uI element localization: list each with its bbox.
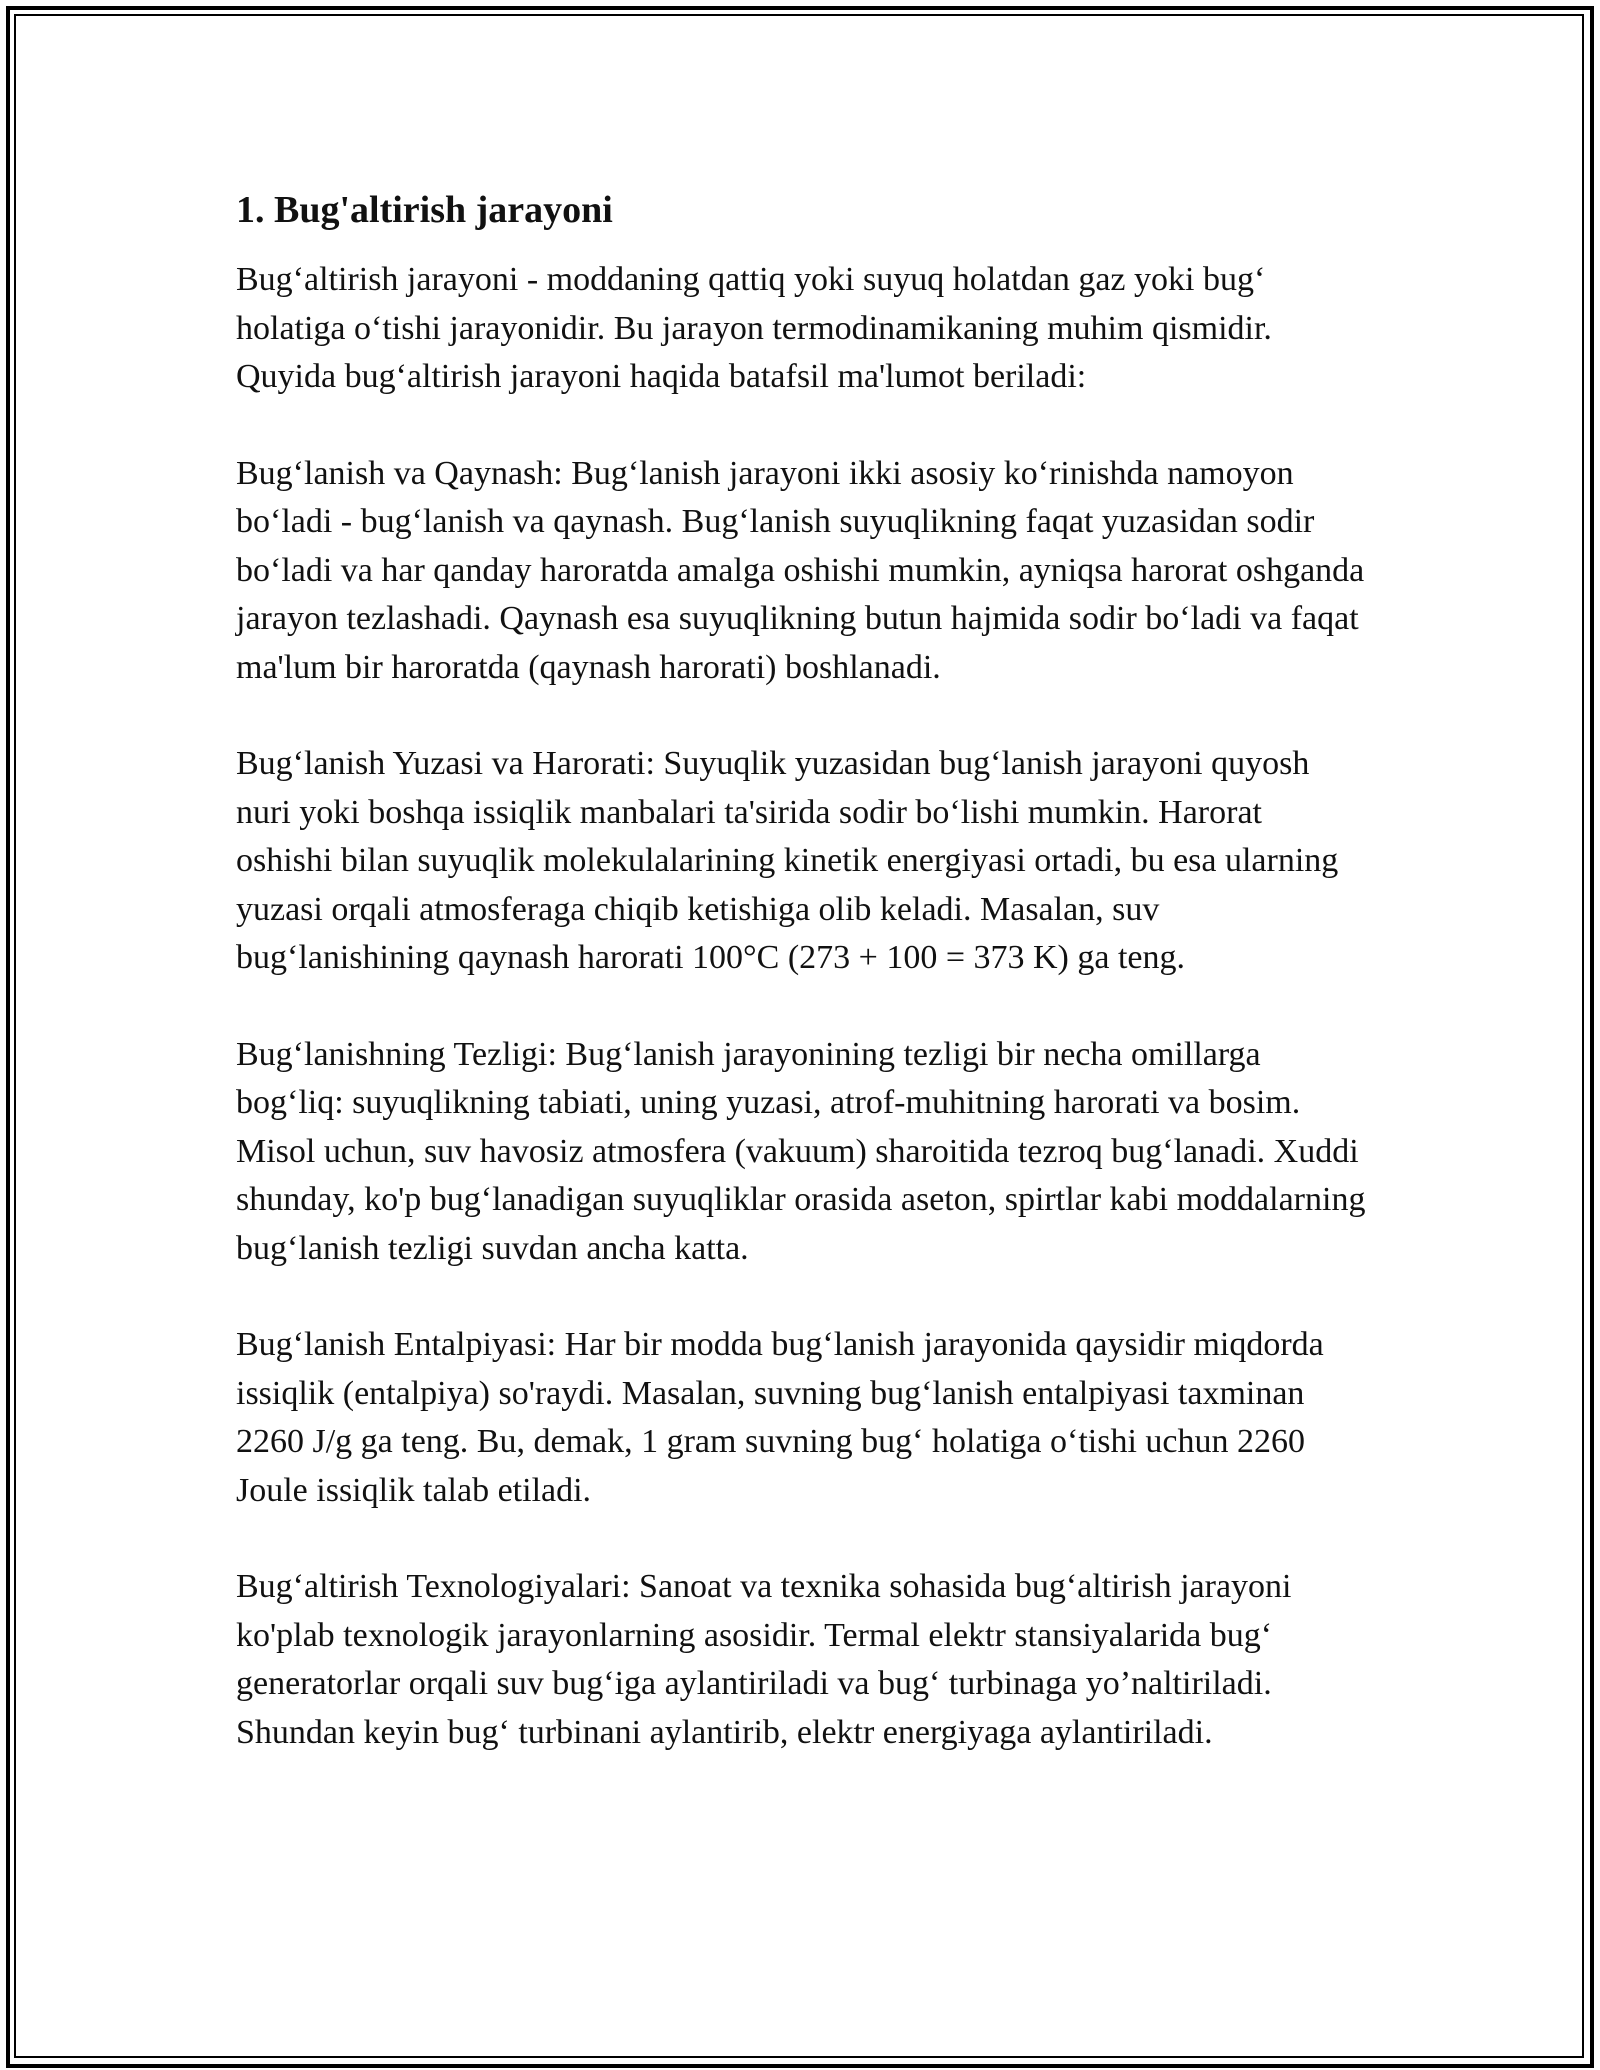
paragraph-evaporation-rate: Bug‘lanishning Tezligi: Bug‘lanish jarayonining tezligi bir necha omillarga bog‘liq: suyuqlikning tabiati, uning yuzasi, atrof-muhitning harorati va bosim. Misol uchun, suv havosiz atmosfera (vakuum) sharoitida tezroq bug‘lanadi. Xuddi shunday, ko'p bug‘lanadigan suyuqliklar orasida aseton, spirtlar kabi moddalarning bug‘lanish tezligi suvdan ancha katta. [236, 1035, 1366, 1267]
document-body [236, 186, 1366, 1757]
paragraph-evaporation-boiling: Bug‘lanish va Qaynash: Bug‘lanish jarayoni ikki asosiy ko‘rinishda namoyon bo‘ladi - bug‘lanish va qaynash. Bug‘lanish suyuqlikning faqat yuzasidan sodir bo‘ladi va har qanday haroratda amalga oshishi mumkin, ayniqsa harorat oshganda jarayon tezlashadi. Qaynash esa suyuqlikning butun hajmida sodir bo‘ladi va faqat ma'lum bir haroratda (qaynash harorati) boshlanadi. [236, 454, 1365, 686]
intro-paragraph: Bug‘altirish jarayoni - moddaning qattiq yoki suyuq holatdan gaz yoki bug‘ holatiga o‘tishi jarayonidir. Bu jarayon termodinamikaning muhim qismidir. Quyida bug‘altirish jarayoni haqida batafsil ma'lumot beriladi: [236, 261, 1272, 395]
section-heading: 1. Bug'altirish jarayoni [236, 189, 613, 231]
paragraph-enthalpy: Bug‘lanish Entalpiyasi: Har bir modda bug‘lanish jarayonida qaysidir miqdorda issiqlik (entalpiya) so'raydi. Masalan, suvning bug‘lanish entalpiyasi taxminan 2260 J/g ga teng. Bu, demak, 1 gram suvning bug‘ holatiga o‘tishi uchun 2260 Joule issiqlik talab etiladi. [236, 1326, 1324, 1509]
paragraph-technologies: Bug‘altirish Texnologiyalari: Sanoat va texnika sohasida bug‘altirish jarayoni ko'plab texnologik jarayonlarning asosidir. Termal elektr stansiyalarida bug‘ generatorlar orqali suv bug‘iga aylantiriladi va bug‘ turbinaga yo’naltiriladi. Shundan keyin bug‘ turbinani aylantirib, elektr energiyaga aylantiriladi. [236, 1568, 1292, 1751]
paragraph-surface-temperature: Bug‘lanish Yuzasi va Harorati: Suyuqlik yuzasidan bug‘lanish jarayoni quyosh nuri yoki boshqa issiqlik manbalari ta'sirida sodir bo‘lishi mumkin. Harorat oshishi bilan suyuqlik molekulalarining kinetik energiyasi ortadi, bu esa ularning yuzasi orqali atmosferaga chiqib ketishiga olib keladi. Masalan, suv bug‘lanishining qaynash harorati 100°C (273 + 100 = 373 K) ga teng. [236, 745, 1339, 976]
